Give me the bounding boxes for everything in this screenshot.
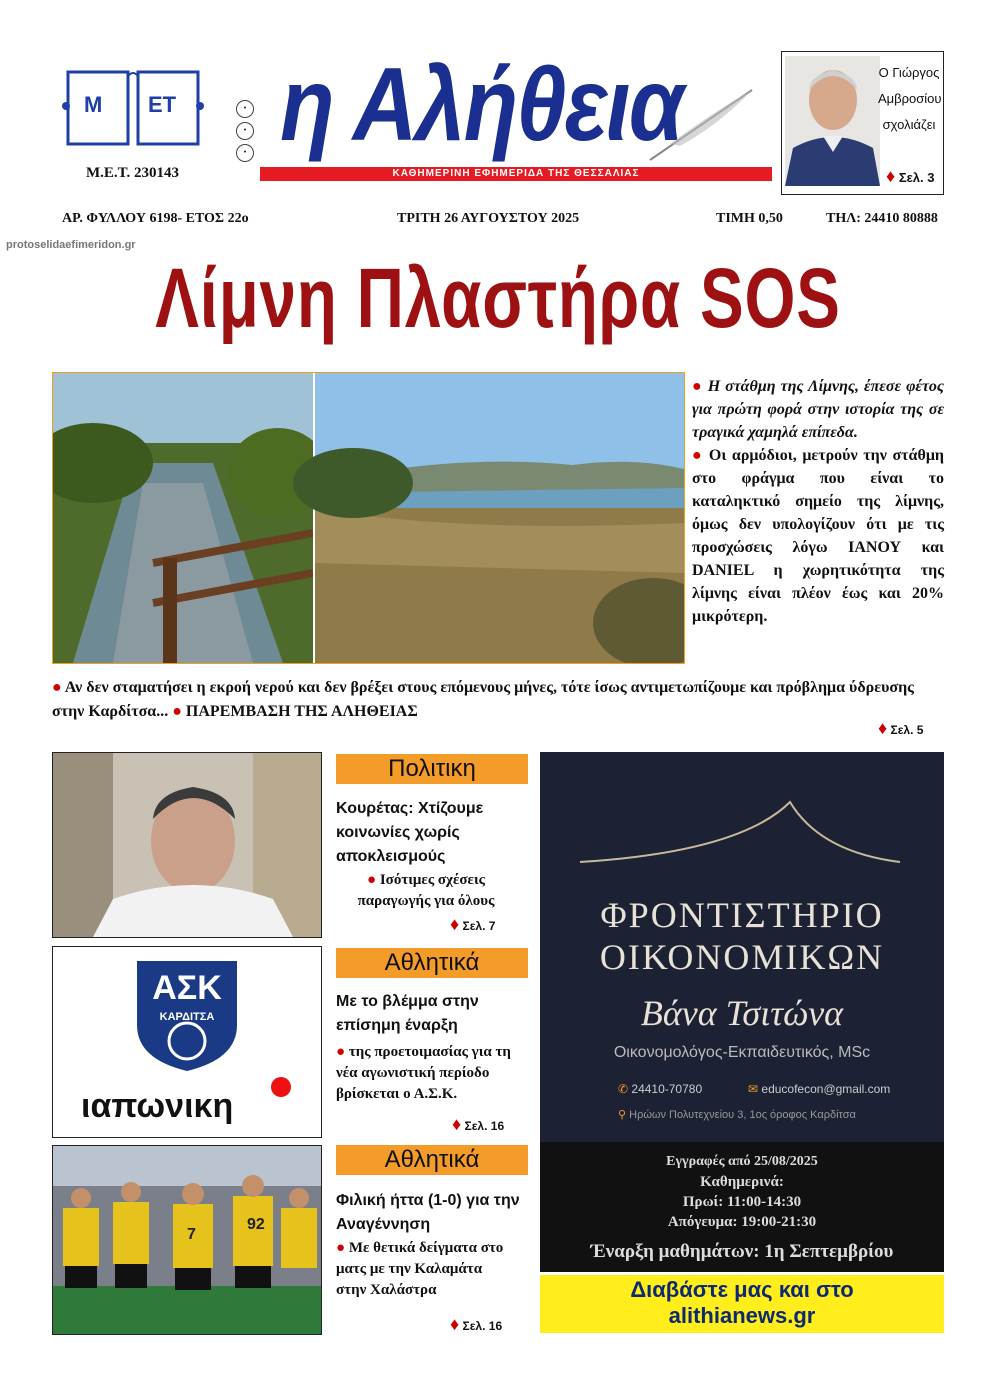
newspaper-title: η Αλήθεια <box>280 47 683 163</box>
met-logo <box>62 66 204 150</box>
commentary-text <box>878 60 940 138</box>
commentary-line: σχολιάζει <box>882 117 936 132</box>
bullet-icon: ● <box>692 378 708 395</box>
section-page-ref[interactable] <box>450 1314 502 1335</box>
lead-page-ref[interactable] <box>878 718 923 739</box>
newspaper-subtitle: ΚΑΘΗΜΕΡΙΝΗ ΕΦΗΜΕΡΙΔΑ ΤΗΣ ΘΕΣΣΑΛΙΑΣ <box>260 167 772 181</box>
lead-headline[interactable]: Λίμνη Πλαστήρα SOS <box>155 251 841 345</box>
politics-photo <box>52 752 322 938</box>
section-page: Σελ. 16 <box>462 1319 503 1333</box>
cert-icon: • <box>236 100 254 118</box>
section-bullet-text: Ισότιμες σχέσεις παραγωγής για όλους <box>357 872 495 909</box>
lead-page: Σελ. 5 <box>890 723 924 737</box>
jersey-number: 92 <box>247 1216 265 1233</box>
read-online-box[interactable] <box>540 1275 944 1333</box>
jersey-number: 7 <box>187 1226 196 1243</box>
email-icon: ✉ <box>748 1082 762 1096</box>
diamond-icon: ♦ <box>450 914 460 934</box>
issue-number: ΑΡ. ΦΥΛΛΟΥ 6198- ΕΤΟΣ 22ο <box>62 211 249 226</box>
lead-bullet-text: ΠΑΡΕΜΒΑΣΗ ΤΗΣ ΑΛΗΘΕΙΑΣ <box>185 703 418 720</box>
ad-email <box>748 1082 890 1096</box>
ad-address <box>618 1108 856 1121</box>
read-website-link[interactable]: alithianews.gr <box>668 1303 816 1328</box>
section-bullet-text: της προετοιμασίας για τη νέα αγωνιστική περίοδο βρίσκεται ο Α.Σ.Κ. <box>336 1044 511 1102</box>
ask-logo-box <box>52 946 322 1138</box>
section-bullet <box>336 1238 512 1301</box>
cert-icon: • <box>236 144 254 162</box>
sponsor-logo: ιαπωνικη <box>81 1087 234 1125</box>
ad-schedule <box>540 1142 944 1272</box>
commentary-page-ref[interactable] <box>886 166 934 187</box>
diamond-icon: ♦ <box>450 1314 460 1334</box>
section-bullet <box>336 1042 512 1105</box>
bullet-icon: ● <box>692 447 709 464</box>
commentary-line: Αμβροσίου <box>878 91 942 106</box>
ad-afternoon: Απόγευμα: 19:00-21:30 <box>667 1214 817 1230</box>
ask-logo-city: ΚΑΡΔΙΤΣΑ <box>159 1011 215 1023</box>
bullet-icon: ● <box>172 703 186 720</box>
section-page-ref[interactable] <box>450 914 495 935</box>
met-logo-left: Μ <box>84 92 103 117</box>
cert-icon: • <box>236 122 254 140</box>
phone-icon: ✆ <box>618 1082 632 1096</box>
section-tab-politics[interactable]: Πολιτικη <box>336 754 528 784</box>
bullet-icon: ● <box>336 1044 349 1060</box>
ad-line2: ΟΙΚΟΝΟΜΙΚΩΝ <box>599 937 885 977</box>
read-line1: Διαβάστε μας και στο <box>630 1277 854 1302</box>
diamond-icon: ♦ <box>452 1114 462 1134</box>
lead-text <box>692 375 944 628</box>
columnist-photo <box>785 56 880 186</box>
section-bullet <box>336 870 516 912</box>
lead-wide-text <box>52 676 944 724</box>
location-icon: ⚲ <box>618 1109 630 1121</box>
bullet-icon: ● <box>52 679 65 696</box>
met-logo-right: ΕΤ <box>148 92 177 117</box>
ad-role: Οικονομολόγος-Εκπαιδευτικός, MSc <box>613 1044 871 1061</box>
bullet-icon: ● <box>367 872 380 888</box>
section-page: Σελ. 7 <box>462 919 496 933</box>
feather-icon <box>640 84 760 164</box>
ad-line1: ΦΡΟΝΤΙΣΤΗΡΙΟ <box>600 895 884 935</box>
commentary-line: Ο Γιώργος <box>878 65 940 80</box>
lead-bullet-text: Η στάθμη της Λίμνης, έπεσε φέτος για πρώτη φορά στην ιστορία της σε τραγικά χαμηλά επίπεδα. <box>692 378 944 441</box>
section-bullet-text: Με θετικά δείγματα στο ματς με την Καλαμάτα στην Χαλάστρα <box>336 1240 504 1298</box>
section-page: Σελ. 16 <box>464 1119 505 1133</box>
ad-phone <box>618 1082 702 1096</box>
watermark: protoselidaefimeridon.gr <box>6 239 136 251</box>
sponsor-mark-icon <box>271 1077 291 1097</box>
ask-logo-letters: ΑΣΚ <box>152 969 222 1007</box>
lead-bullet <box>692 444 944 628</box>
met-code: Μ.Ε.Τ. 230143 <box>86 165 180 181</box>
section-title[interactable]: Φιλική ήττα (1-0) για την Αναγέννηση <box>336 1192 520 1233</box>
certification-icons <box>236 100 254 180</box>
ad-name: Βάνα Τσιτώνα <box>640 993 844 1033</box>
section-tab-sports-2[interactable]: Αθλητικά <box>336 1145 528 1175</box>
lead-bullet-text: Αν δεν σταματήσει η εκροή νερού και δεν βρέξει στους επόμενους μήνες, τότε ίσως αντιμετωπίζουμε και πρόβλημα ύδρευσης στην Καρδίτσα... <box>52 679 914 720</box>
lead-bullet-text: Οι αρμόδιοι, μετρούν την στάθμη στο φράγμα που είναι το καταληκτικό σημείο της λίμνης, όμως δεν υπολογίζουν ότι με τις προσχώσεις λόγω ΙΑΝΟΥ και DANIEL η χωρητικότητα της λίμνης είναι πλέον έως και 20% μικρότερη. <box>692 447 944 625</box>
ad-registrations: Εγγραφές από 25/08/2025 <box>666 1154 818 1169</box>
bullet-icon: ● <box>336 1240 349 1256</box>
ad-email-text: educofecon@gmail.com <box>761 1082 891 1096</box>
ad-daily: Καθημερινά: <box>700 1174 784 1190</box>
commentary-page: Σελ. 3 <box>898 170 935 185</box>
issue-date: ΤΡΙΤΗ 26 ΑΥΓΟΥΣΤΟΥ 2025 <box>397 211 580 226</box>
team-photo <box>52 1145 322 1335</box>
ad-start: Έναρξη μαθημάτων: 1η Σεπτεμβρίου <box>590 1241 894 1262</box>
diamond-icon: ♦ <box>878 718 888 738</box>
lake-photo <box>52 372 685 664</box>
issue-phone: ΤΗΛ: 24410 80888 <box>826 211 938 226</box>
section-title[interactable]: Κουρέτας: Χτίζουμε κοινωνίες χωρίς αποκλεισμούς <box>336 800 484 865</box>
diamond-icon: ♦ <box>886 166 896 186</box>
ad-morning: Πρωί: 11:00-14:30 <box>682 1194 802 1210</box>
section-tab-sports[interactable]: Αθλητικά <box>336 948 528 978</box>
ad-address-text: Ηρώων Πολυτεχνείου 3, 1ος όροφος Καρδίτσα <box>629 1109 856 1121</box>
section-title[interactable]: Με το βλέμμα στην επίσημη έναρξη <box>336 993 479 1034</box>
issue-price: ΤΙΜΗ 0,50 <box>716 211 783 226</box>
ad-phone-text: 24410-70780 <box>631 1082 703 1096</box>
section-page-ref[interactable] <box>452 1114 504 1135</box>
lead-bullet <box>692 375 944 444</box>
